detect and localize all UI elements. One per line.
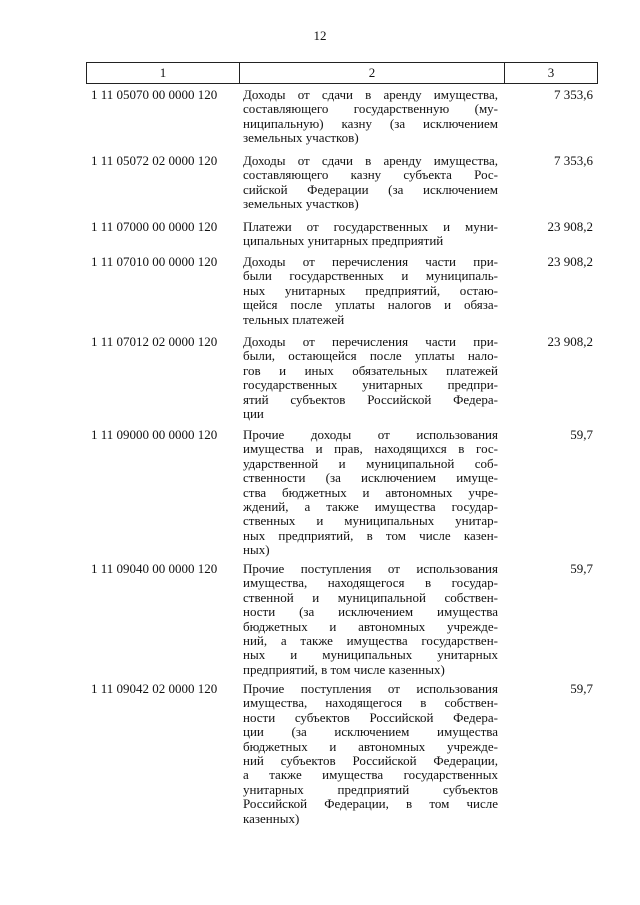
- amount-value: 59,7: [570, 561, 593, 576]
- description-line: ности (за исключением имущества: [243, 604, 498, 620]
- income-description: [243, 335, 498, 421]
- description-line: ственных и муниципальных унитар-: [243, 513, 498, 529]
- header-col-3: 3: [547, 65, 555, 80]
- description-line: были, остающейся после уплаты нало-: [243, 348, 498, 364]
- amount-value: 7 353,6: [554, 87, 593, 102]
- description-line: ства бюджетных и автономных учре-: [243, 484, 498, 500]
- budget-code: 1 11 07012 02 0000 120: [91, 334, 218, 349]
- description-line: ности субъектов Российской Федера-: [243, 709, 498, 725]
- income-description: [243, 682, 498, 826]
- description-line: Доходы от перечисления части при-: [243, 334, 498, 349]
- description-line: унитарных предприятий субъектов: [243, 781, 498, 797]
- description-line: щейся после уплаты налогов и обяза-: [243, 297, 498, 313]
- description-line: ных предприятий, в том числе казен-: [243, 527, 498, 543]
- description-line: земельных участков): [243, 196, 359, 212]
- budget-code: 1 11 05070 00 0000 120: [91, 87, 218, 102]
- description-line: Доходы от сдачи в аренду имущества,: [243, 153, 498, 168]
- description-line: сийской Федерации (за исключением: [243, 181, 498, 197]
- amount-value: 59,7: [570, 681, 593, 696]
- description-line: а также имущества государственных: [243, 767, 498, 783]
- header-col-2: 2: [240, 63, 505, 83]
- description-line: Доходы от сдачи в аренду имущества,: [243, 87, 498, 102]
- budget-code: 1 11 07010 00 0000 120: [91, 254, 218, 269]
- description-line: ственной и муниципальной собствен-: [243, 589, 498, 605]
- budget-code: 1 11 09042 02 0000 120: [91, 681, 218, 696]
- description-line: ных и муниципальных унитарных: [243, 647, 498, 663]
- description-line: имущества и прав, находящихся в гос-: [243, 441, 498, 457]
- description-line: составляющего государственную (му-: [243, 101, 498, 117]
- income-description: [243, 154, 498, 212]
- amount-value: 23 908,2: [547, 254, 593, 269]
- description-line: Прочие поступления от использования: [243, 681, 498, 696]
- description-line: Прочие доходы от использования: [243, 427, 498, 442]
- header-col-1: 1: [87, 63, 240, 83]
- description-line: ции: [243, 406, 264, 422]
- budget-code: 1 11 07000 00 0000 120: [91, 219, 218, 234]
- budget-code: 1 11 05072 02 0000 120: [91, 153, 218, 168]
- description-line: ний, а также имущества государствен-: [243, 633, 498, 649]
- description-line: бюджетных и автономных учрежде-: [243, 618, 498, 634]
- amount-value: 23 908,2: [547, 219, 593, 234]
- description-line: были государственных и муниципаль-: [243, 268, 498, 284]
- budget-code: 1 11 09040 00 0000 120: [91, 561, 218, 576]
- description-line: гов и иных обязательных платежей: [243, 362, 498, 378]
- amount-value: 23 908,2: [547, 334, 593, 349]
- income-description: [243, 220, 498, 249]
- description-line: Российской Федерации, в том числе: [243, 796, 498, 812]
- description-line: ственности (за исключением имуще-: [243, 470, 498, 486]
- income-description: [243, 255, 498, 327]
- description-line: ятий субъектов Российской Федера-: [243, 391, 498, 407]
- description-line: ударственной и муниципальной соб-: [243, 455, 498, 471]
- description-line: ных унитарных предприятий, остаю-: [243, 282, 498, 298]
- page-number: 12: [313, 28, 327, 43]
- description-line: составляющего казну субъекта Рос-: [243, 167, 498, 183]
- description-line: тельных платежей: [243, 311, 345, 327]
- description-line: ждений, а также имущества государ-: [243, 499, 498, 515]
- description-line: ний субъектов Российской Федерации,: [243, 753, 498, 769]
- income-description: [243, 562, 498, 677]
- description-line: Доходы от перечисления части при-: [243, 254, 498, 269]
- description-line: ниципальную) казну (за исключением: [243, 115, 498, 131]
- income-description: [243, 88, 498, 146]
- description-line: ции (за исключением имущества: [243, 724, 498, 740]
- description-line: имущества, находящегося в государ-: [243, 575, 498, 591]
- table-header: [86, 62, 598, 84]
- description-line: имущества, находящегося в собствен-: [243, 695, 498, 711]
- amount-value: 7 353,6: [554, 153, 593, 168]
- description-line: Прочие поступления от использования: [243, 561, 498, 576]
- description-line: казенных): [243, 810, 300, 826]
- description-line: ных): [243, 542, 270, 558]
- description-line: бюджетных и автономных учрежде-: [243, 738, 498, 754]
- description-line: ципальных унитарных предприятий: [243, 233, 444, 249]
- description-line: земельных участков): [243, 130, 359, 146]
- budget-code: 1 11 09000 00 0000 120: [91, 427, 218, 442]
- amount-value: 59,7: [570, 427, 593, 442]
- description-line: Платежи от государственных и муни-: [243, 219, 498, 234]
- income-description: [243, 428, 498, 558]
- description-line: предприятий, в том числе казенных): [243, 661, 445, 677]
- description-line: государственных унитарных предпри-: [243, 377, 498, 393]
